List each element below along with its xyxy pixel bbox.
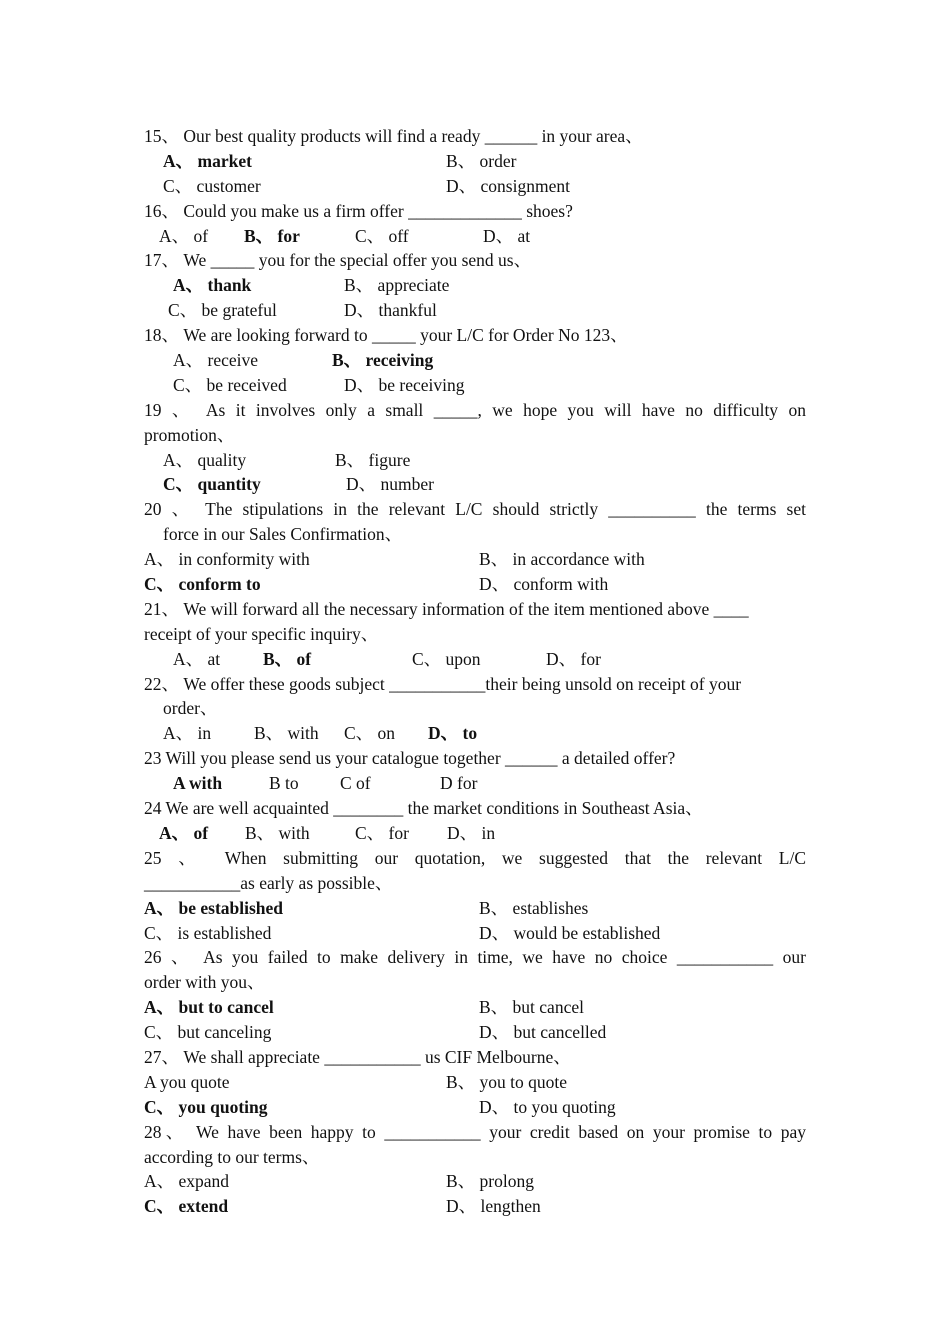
question-24-stem: 24 We are well acquainted ________ the market conditions in Southeast Asia、 (144, 798, 703, 819)
question-22-options-row-1 (144, 721, 806, 746)
option-a-answer: A、 be established (144, 897, 284, 918)
question-22-stem-line-2: order、 (163, 698, 218, 719)
question-19-options-row-2 (144, 472, 806, 497)
option-b: B、 appreciate (344, 275, 450, 296)
option-a-answer: A、 thank (173, 275, 252, 296)
question-25-options-row-1 (144, 896, 806, 921)
question-21-stem-line-2: receipt of your specific inquiry、 (144, 623, 379, 644)
option-b-answer: B、 for (244, 225, 300, 246)
question-25-stem-line-2: ___________as early as possible、 (144, 872, 393, 893)
question-18-stem: 18、 We are looking forward to _____ your L/C for Order No 123、 (144, 325, 628, 346)
option-b: B、 you to quote (446, 1071, 568, 1092)
option-b: B、 with (254, 723, 319, 744)
option-a: A、 in (163, 723, 212, 744)
option-a: A、 at (173, 648, 221, 669)
question-15-options-row-2 (144, 174, 806, 199)
option-b-answer: B、 of (263, 648, 312, 669)
question-26-options-row-2 (144, 1020, 806, 1045)
option-a: A、 quality (163, 449, 247, 470)
option-a-answer: A、 but to cancel (144, 997, 274, 1018)
option-c: C、 be received (173, 374, 287, 395)
option-b: B to (269, 773, 299, 794)
question-27-options-row-1 (144, 1070, 806, 1095)
question-20-stem-line-1: 20 、 The stipulations in the relevant L/C should strictly __________ the terms set (144, 499, 806, 520)
question-21-stem-line-1: 21、 We will forward all the necessary information of the item mentioned above ____ (144, 598, 749, 619)
question-28-options-row-2 (144, 1194, 806, 1219)
option-d: D、 lengthen (446, 1196, 541, 1217)
option-c: C、 off (355, 225, 409, 246)
option-a: A you quote (144, 1071, 230, 1092)
option-c: C、 on (344, 723, 396, 744)
exam-document (144, 124, 806, 1219)
option-c-answer: C、 extend (144, 1196, 229, 1217)
question-24-options-row-1 (144, 821, 806, 846)
question-23-stem: 23 Will you please send us your catalogue together ______ a detailed offer? (144, 748, 676, 769)
question-26-stem-line-1: 26 、 As you failed to make delivery in time, we have no choice ___________ our (144, 947, 806, 968)
option-c-answer: C、 quantity (163, 474, 261, 495)
question-27-stem: 27、 We shall appreciate ___________ us CIF Melbourne、 (144, 1046, 571, 1067)
option-a-answer: A、 market (163, 150, 252, 171)
question-20-stem-line-2: force in our Sales Confirmation、 (163, 524, 403, 545)
option-b: B、 with (245, 822, 310, 843)
option-d: D、 be receiving (344, 374, 465, 395)
question-28-stem-line-1: 28、 We have been happy to ___________ your credit based on your promise to pay (144, 1121, 806, 1142)
option-b: B、 but cancel (479, 997, 584, 1018)
question-22-stem-line-1: 22、 We offer these goods subject ___________their being unsold on receipt of your (144, 673, 742, 694)
option-b: B、 establishes (479, 897, 589, 918)
option-c: C、 is established (144, 922, 272, 943)
question-23-options-row-1 (144, 771, 806, 796)
question-18-options-row-2 (144, 373, 806, 398)
option-d: D、 to you quoting (479, 1096, 616, 1117)
option-d: D、 but cancelled (479, 1022, 607, 1043)
question-25-stem-line-1: 25 、 When submitting our quotation, we suggested that the relevant L/C (144, 847, 806, 868)
question-16-options-row-1 (144, 224, 806, 249)
option-c: C、 for (355, 822, 409, 843)
option-d: D、 in (447, 822, 496, 843)
question-15-stem: 15、 Our best quality products will find a ready ______ in your area、 (144, 126, 643, 146)
option-b: B、 figure (335, 449, 411, 470)
question-17-stem: 17、 We _____ you for the special offer you send us、 (144, 250, 532, 271)
option-c: C、 be grateful (168, 300, 277, 321)
option-a: A、 expand (144, 1171, 230, 1192)
option-c-answer: C、 conform to (144, 574, 261, 595)
option-d: D、 conform with (479, 574, 609, 595)
option-a: A、 in conformity with (144, 549, 310, 570)
option-c: C、 upon (412, 648, 481, 669)
option-d: D、 at (483, 225, 531, 246)
option-d: D、 for (546, 648, 601, 669)
option-d-answer: D、 to (428, 723, 478, 744)
option-d: D for (440, 773, 478, 794)
option-a-answer: A with (173, 773, 223, 794)
question-16-stem: 16、 Could you make us a firm offer _____________ shoes? (144, 200, 573, 221)
option-c: C、 customer (163, 175, 261, 196)
question-20-options-row-2 (144, 572, 806, 597)
option-b: B、 in accordance with (479, 549, 645, 570)
question-15-options-row-1 (144, 149, 806, 174)
option-b: B、 prolong (446, 1171, 534, 1192)
option-c: C、 but canceling (144, 1022, 272, 1043)
question-25-options-row-2 (144, 921, 806, 946)
question-17-options-row-1 (144, 273, 806, 298)
option-c-answer: C、 you quoting (144, 1096, 268, 1117)
question-26-options-row-1 (144, 995, 806, 1020)
question-19-options-row-1 (144, 448, 806, 473)
question-17-options-row-2 (144, 298, 806, 323)
question-28-stem-line-2: according to our terms、 (144, 1146, 320, 1167)
option-d: D、 would be established (479, 922, 661, 943)
option-b-answer: B、 receiving (332, 350, 434, 371)
question-19-stem-line-1: 19 、 As it involves only a small _____, we hope you will have no difficulty on (144, 399, 806, 420)
option-d: D、 consignment (446, 175, 570, 196)
option-a-answer: A、 of (159, 822, 209, 843)
option-b: B、 order (446, 150, 517, 171)
question-18-options-row-1 (144, 348, 806, 373)
option-c: C of (340, 773, 371, 794)
option-a: A、 receive (173, 350, 259, 371)
question-28-options-row-1 (144, 1169, 806, 1194)
question-21-options-row-1 (144, 647, 806, 672)
option-a: A、 of (159, 225, 209, 246)
question-26-stem-line-2: order with you、 (144, 972, 265, 993)
question-27-options-row-2 (144, 1095, 806, 1120)
option-d: D、 number (346, 474, 434, 495)
question-19-stem-line-2: promotion、 (144, 424, 235, 445)
question-20-options-row-1 (144, 547, 806, 572)
option-d: D、 thankful (344, 300, 437, 321)
